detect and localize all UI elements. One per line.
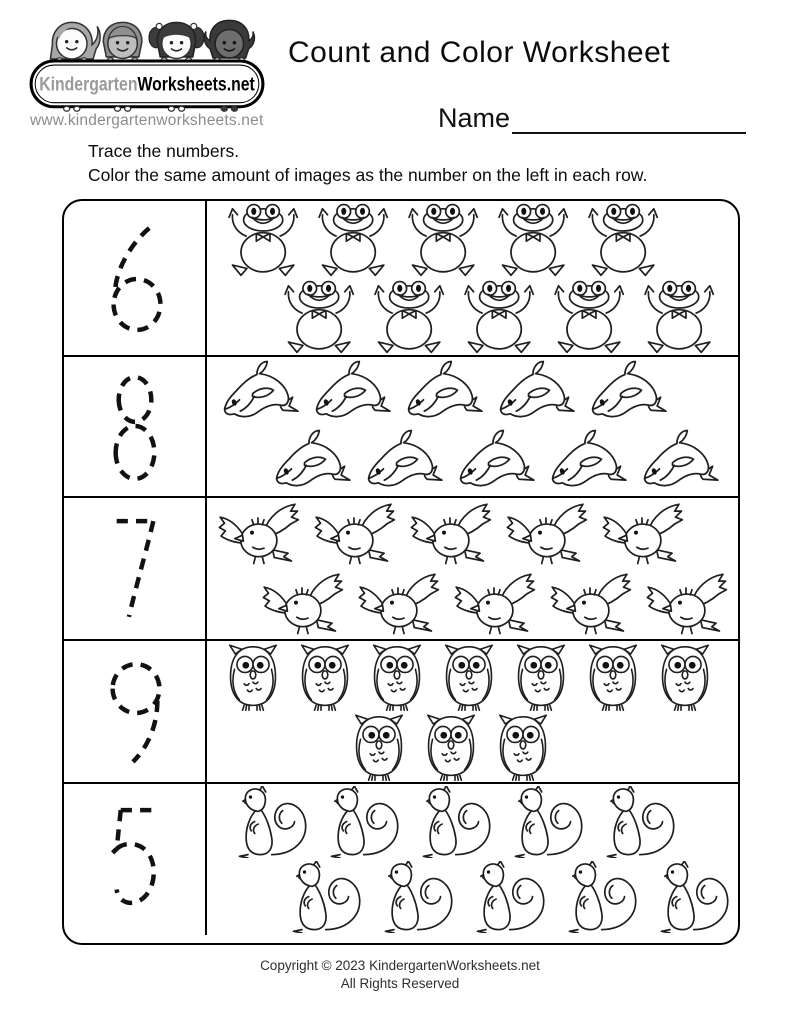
name-label: Name	[438, 103, 511, 133]
animal-images-cell	[207, 201, 738, 355]
trace-number-8[interactable]	[104, 371, 166, 483]
instruction-line-1: Trace the numbers.	[88, 141, 240, 161]
footer	[0, 957, 800, 993]
dolphin-image[interactable]	[545, 427, 637, 495]
trace-number-9[interactable]	[104, 656, 166, 768]
dolphin-image[interactable]	[361, 427, 453, 495]
worksheet-row-squirrel	[64, 784, 738, 935]
animal-line	[207, 712, 738, 783]
site-logo	[26, 10, 268, 112]
bird-image[interactable]	[257, 570, 353, 637]
squirrel-image[interactable]	[497, 786, 589, 858]
frog-image[interactable]	[545, 279, 635, 354]
bird-image[interactable]	[641, 570, 737, 637]
worksheet-row-bird	[64, 498, 738, 641]
bird-image[interactable]	[449, 570, 545, 637]
copyright-text: Copyright © 2023 KindergartenWorksheets.net	[260, 958, 540, 973]
worksheet-row-dolphin	[64, 357, 738, 498]
squirrel-image[interactable]	[405, 786, 497, 858]
worksheet-row-frog	[64, 201, 738, 357]
bird-image[interactable]	[545, 570, 641, 637]
owl-image[interactable]	[577, 642, 649, 711]
squirrel-image[interactable]	[459, 861, 551, 933]
trace-number-cell	[64, 357, 207, 496]
page-title: Count and Color Worksheet	[288, 36, 671, 69]
bird-image[interactable]	[213, 500, 309, 567]
trace-number-cell	[64, 784, 207, 935]
animal-line	[207, 201, 738, 278]
squirrel-image[interactable]	[367, 861, 459, 933]
bird-image[interactable]	[405, 500, 501, 567]
worksheet-row-owl	[64, 641, 738, 784]
squirrel-image[interactable]	[313, 786, 405, 858]
animal-line	[207, 427, 738, 497]
animal-line	[207, 641, 738, 712]
animal-images-cell	[207, 357, 738, 496]
frog-image[interactable]	[455, 279, 545, 354]
frog-image[interactable]	[635, 279, 725, 354]
dolphin-image[interactable]	[637, 427, 729, 495]
dolphin-image[interactable]	[585, 358, 677, 426]
logo-kids-icon	[26, 10, 268, 112]
owl-image[interactable]	[649, 642, 721, 711]
squirrel-image[interactable]	[275, 861, 367, 933]
owl-image[interactable]	[433, 642, 505, 711]
owl-image[interactable]	[487, 712, 559, 781]
animal-line	[207, 784, 738, 860]
frog-image[interactable]	[219, 202, 309, 277]
frog-image[interactable]	[365, 279, 455, 354]
squirrel-image[interactable]	[643, 861, 735, 933]
trace-number-7[interactable]	[104, 513, 166, 625]
frog-image[interactable]	[275, 279, 365, 354]
trace-number-cell	[64, 201, 207, 355]
animal-line	[207, 569, 738, 640]
animal-line	[207, 357, 738, 427]
trace-number-6[interactable]	[104, 222, 166, 334]
trace-number-5[interactable]	[104, 804, 166, 916]
owl-image[interactable]	[343, 712, 415, 781]
trace-number-cell	[64, 498, 207, 639]
rights-text: All Rights Reserved	[340, 976, 460, 991]
dolphin-image[interactable]	[269, 427, 361, 495]
instruction-line-2: Color the same amount of images as the number on the left in each row.	[88, 165, 648, 185]
animal-images-cell	[207, 641, 738, 782]
logo-banner-text: KindergartenWorksheets.net	[39, 74, 268, 96]
worksheet-table	[62, 199, 740, 945]
owl-image[interactable]	[505, 642, 577, 711]
name-input-line[interactable]	[512, 102, 746, 134]
owl-image[interactable]	[361, 642, 433, 711]
dolphin-image[interactable]	[217, 358, 309, 426]
dolphin-image[interactable]	[401, 358, 493, 426]
dolphin-image[interactable]	[493, 358, 585, 426]
animal-images-cell	[207, 498, 738, 639]
frog-image[interactable]	[579, 202, 669, 277]
owl-image[interactable]	[415, 712, 487, 781]
bird-image[interactable]	[597, 500, 693, 567]
site-url: www.kindergartenworksheets.net	[30, 112, 264, 129]
instructions	[88, 139, 647, 187]
frog-image[interactable]	[489, 202, 579, 277]
trace-number-cell	[64, 641, 207, 782]
frog-image[interactable]	[399, 202, 489, 277]
animal-line	[207, 860, 738, 936]
bird-image[interactable]	[353, 570, 449, 637]
owl-image[interactable]	[217, 642, 289, 711]
bird-image[interactable]	[501, 500, 597, 567]
squirrel-image[interactable]	[589, 786, 681, 858]
bird-image[interactable]	[309, 500, 405, 567]
dolphin-image[interactable]	[453, 427, 545, 495]
squirrel-image[interactable]	[221, 786, 313, 858]
animal-line	[207, 278, 738, 355]
frog-image[interactable]	[309, 202, 399, 277]
animal-images-cell	[207, 784, 738, 935]
animal-line	[207, 498, 738, 569]
squirrel-image[interactable]	[551, 861, 643, 933]
dolphin-image[interactable]	[309, 358, 401, 426]
owl-image[interactable]	[289, 642, 361, 711]
name-field	[438, 102, 746, 134]
